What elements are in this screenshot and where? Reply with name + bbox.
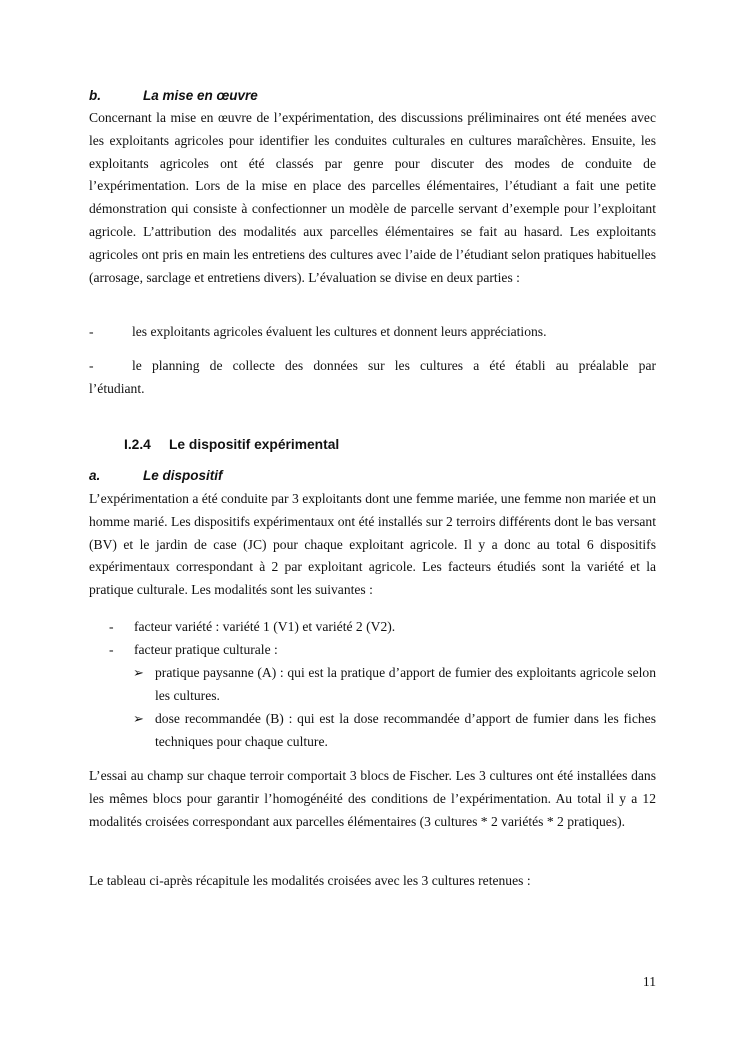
section-a-heading <box>89 468 489 488</box>
list-item <box>89 355 656 401</box>
sub-item-text: dose recommandée (B) : qui est la dose recommandée d’apport de fumier dans les fiches techniques pour chaque culture. <box>155 711 656 749</box>
sub-item <box>133 662 656 708</box>
section-title: Le dispositif expérimental <box>169 437 340 452</box>
list-item-marker: - <box>89 358 94 373</box>
section-a-paragraph-3: Le tableau ci-après récapitule les modalités croisées avec les 3 cultures retenues : <box>89 873 531 888</box>
page-number: 11 <box>642 974 656 989</box>
factor-marker: - <box>109 619 114 634</box>
section-a-paragraph-2: L’essai au champ sur chaque terroir comportait 3 blocs de Fischer. Les 3 cultures ont été installées dans les mêmes blocs pour garantir l’homogénéité des conditions de l’expérimentation. Au total il y a 12 modalités croisées correspondant aux parcelles élémentaires (3 cultures * 2 variétés * 2 pratiques). <box>89 768 656 829</box>
section-a-title: Le dispositif <box>143 468 223 483</box>
section-b-paragraph: Concernant la mise en œuvre de l’expérimentation, des discussions préliminaires ont été menées avec les exploitants agricoles pour identifier les conduites culturales en cultures maraîchères. Ensuite, les exploitants agricoles ont été classés par genre pour discuter des modes de conduite de l’expérimentation. Lors de la mise en place des parcelles élémentaires, l’étudiant a fait une petite démonstration qui consiste à confectionner un modèle de parcelle servant d’exemple pour l’exploitant agricole. L’attribution des modalités aux parcelles élémentaires se fait au hasard. Les exploitants agricoles ont pris en main les entretiens des cultures avec l’aide de l’étudiant selon pratiques habituelles (arrosage, sarclage et entretiens divers). L’évaluation se divise en deux parties : <box>89 110 656 285</box>
arrow-bullet-icon: ➢ <box>133 665 144 680</box>
factor-item <box>109 639 656 662</box>
list-item <box>89 321 656 344</box>
factor-item <box>109 616 656 639</box>
sub-item-text: pratique paysanne (A) : qui est la pratique d’apport de fumier des exploitants agricole selon les cultures. <box>155 665 656 703</box>
factor-text: facteur pratique culturale : <box>134 642 278 657</box>
section-a-paragraph: L’expérimentation a été conduite par 3 exploitants dont une femme mariée, une femme non mariée et un homme marié. Les dispositifs expérimentaux ont été installés sur 2 terroirs différents dont le bas versant (BV) et le jardin de case (JC) pour chaque exploitant agricole. Il y a donc au total 6 dispositifs expérimentaux correspondant à 2 par exploitant agricole. Les facteurs étudiés sont la variété et la pratique culturale. Les modalités sont les suivantes : <box>89 491 656 598</box>
list-item-marker: - <box>89 324 94 339</box>
factor-text: facteur variété : variété 1 (V1) et variété 2 (V2). <box>134 619 396 634</box>
list-item-continuation: l’étudiant. <box>89 380 145 396</box>
section-b-heading <box>89 88 489 108</box>
section-b-title: La mise en œuvre <box>143 88 258 103</box>
arrow-bullet-icon: ➢ <box>133 711 144 726</box>
list-item-text: les exploitants agricoles évaluent les cultures et donnent leurs appréciations. <box>132 324 547 339</box>
section-b-letter: b. <box>89 88 101 103</box>
section-number: I.2.4 <box>124 437 151 452</box>
list-item-text: le planning de collecte des données sur les cultures a été établi au préalable par <box>132 358 656 373</box>
section-a-letter: a. <box>89 468 101 483</box>
sub-item <box>133 708 656 754</box>
factor-marker: - <box>109 642 114 657</box>
